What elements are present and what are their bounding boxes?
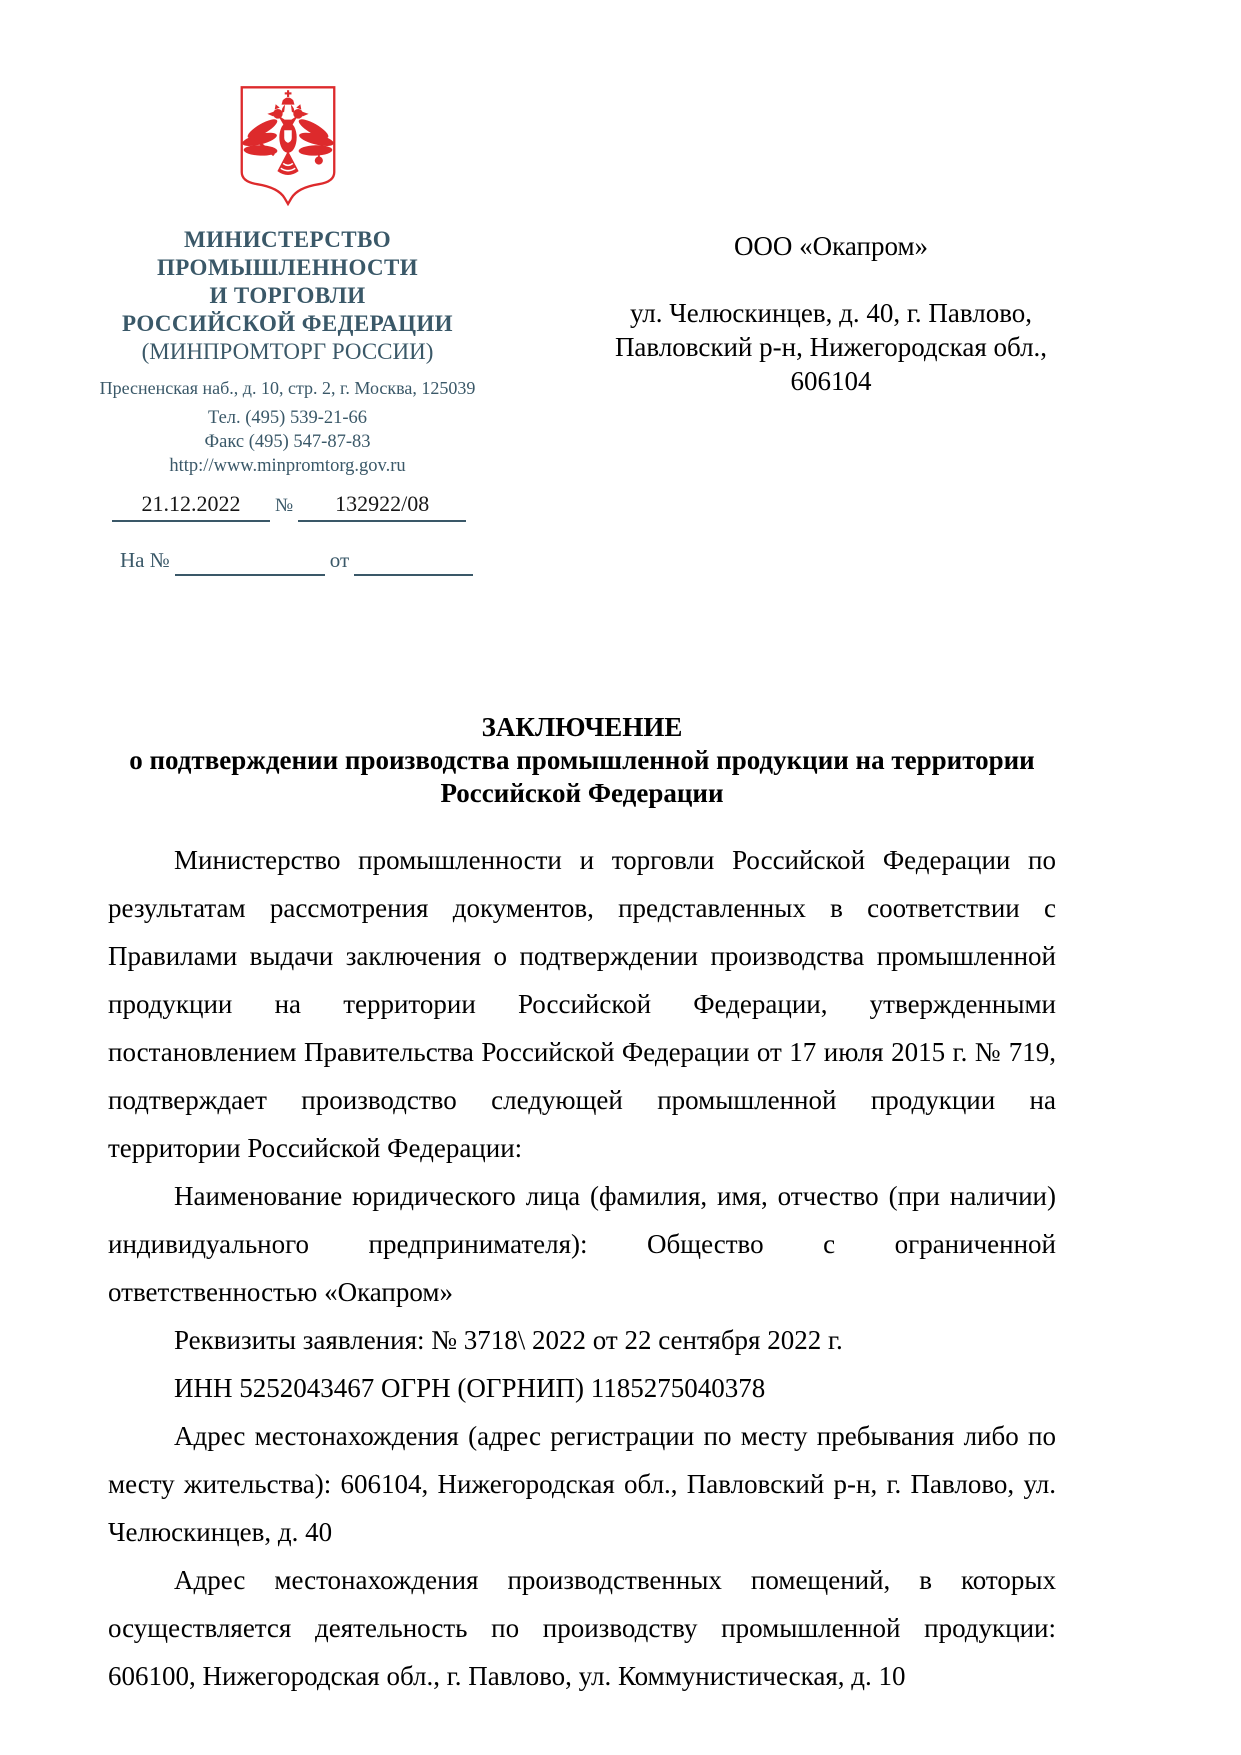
body-paragraph: Министерство промышленности и торговли Российской Федерации по результатам рассмотрения документов, представленных в соответствии с Правилами выдачи заключения о подтверждении производства промышленной продукции на территории Российской Федерации, утвержденными постановлением Правительства Российской Федерации от 17 июля 2015 г. № 719, подтверждает производство следующей промышленной продукции на территории Российской Федерации: (108, 845, 1056, 1163)
ministry-name-line: МИНИСТЕРСТВО (184, 227, 391, 252)
document-body (108, 836, 1056, 1700)
body-paragraph: Адрес местонахождения производственных помещений, в которых осуществляется деятельность по производству промышленной продукции: 606100, Нижегородская обл., г. Павлово, ул. Коммунистическая, д. 10 (108, 1565, 1056, 1691)
letterhead (60, 84, 515, 478)
ministry-name-line: ПРОМЫШЛЕННОСТИ (156, 255, 419, 280)
outgoing-date: 21.12.2022 (112, 489, 270, 522)
recipient-address (598, 296, 1064, 398)
ministry-name-line: И ТОРГОВЛИ (209, 283, 366, 308)
ministry-website: http://www.minpromtorg.gov.ru (169, 456, 406, 476)
coat-of-arms-icon (235, 84, 341, 214)
ministry-address: Пресненская наб., д. 10, стр. 2, г. Москва, 125039 (99, 378, 476, 398)
ministry-name-line: РОССИЙСКОЙ ФЕДЕРАЦИИ (122, 311, 453, 336)
incoming-ref-date-blank (354, 543, 473, 576)
incoming-ref-from-label: от (329, 548, 350, 572)
ministry-name (60, 226, 515, 338)
recipient-address-line: 606104 (790, 366, 872, 396)
body-paragraph: Наименование юридического лица (фамилия, имя, отчество (при наличии) индивидуального предпринимателя): Общество с ограниченной ответственностью «Окапром» (108, 1181, 1056, 1307)
document-title-line2: о подтверждении производства промышленной продукции на территории (129, 745, 1035, 775)
body-paragraph: ИНН 5252043467 ОГРН (ОГРНИП) 1185275040378 (174, 1373, 766, 1403)
ministry-contacts (60, 406, 515, 478)
ministry-fax: Факс (495) 547-87-83 (204, 432, 371, 452)
document-title-line1: ЗАКЛЮЧЕНИЕ (481, 712, 683, 742)
ministry-phone: Тел. (495) 539-21-66 (207, 408, 368, 428)
outgoing-number: 132922/08 (298, 489, 466, 522)
incoming-ref-row (115, 543, 473, 576)
incoming-ref-label: На № (120, 548, 170, 572)
recipient-address-line: ул. Челюскинцев, д. 40, г. Павлово, (629, 298, 1033, 328)
document-title (108, 711, 1056, 810)
outgoing-ref-row (112, 489, 466, 522)
recipient-name: ООО «Окапром» (733, 231, 929, 261)
ministry-short-name: (МИНПРОМТОРГ РОССИИ) (141, 339, 434, 364)
body-paragraph: Адрес местонахождения (адрес регистрации по месту пребывания либо по месту жительства): 606104, Нижегородская обл., Павловский р-н, г. Павлово, ул. Челюскинцев, д. 40 (108, 1421, 1056, 1547)
body-paragraph: Реквизиты заявления: № 3718\ 2022 от 22 сентября 2022 г. (174, 1325, 843, 1355)
incoming-ref-number-blank (175, 543, 325, 576)
number-sign-label: № (275, 495, 294, 516)
recipient-block (598, 229, 1064, 398)
document-title-line3: Российской Федерации (440, 778, 724, 808)
recipient-address-line: Павловский р-н, Нижегородская обл., (614, 332, 1048, 362)
